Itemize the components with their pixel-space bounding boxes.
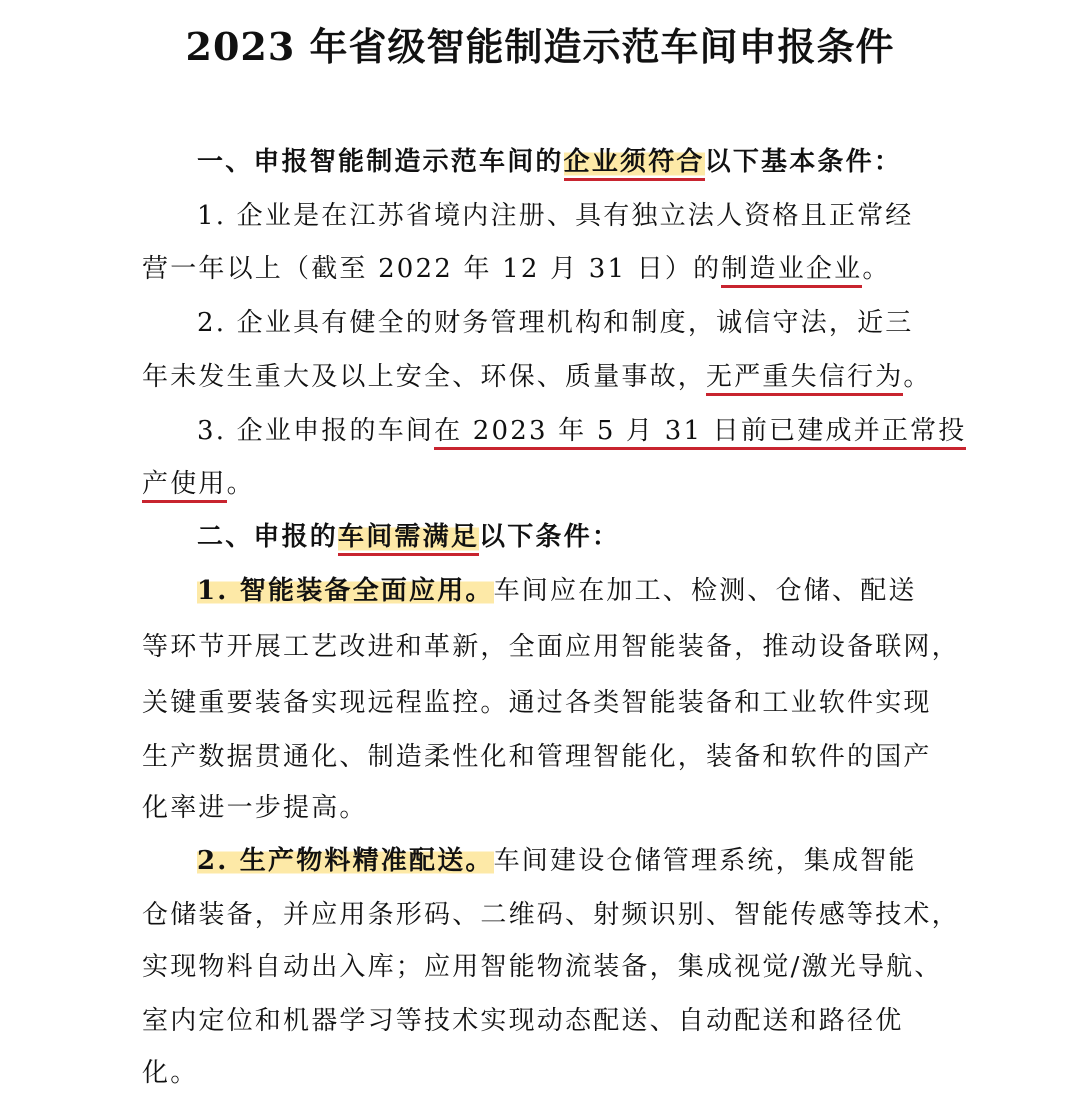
- section2-heading-mark: 车间需满足: [338, 522, 479, 556]
- section1-item3-line1: [197, 411, 967, 451]
- section1-heading-mark: 企业须符合: [564, 147, 705, 181]
- section2-heading-post: 以下条件：: [479, 522, 621, 552]
- section1-item3-mark-cont: 产使用: [142, 469, 227, 503]
- section1-heading-pre: 一、申报智能制造示范车间的: [197, 147, 564, 177]
- section2-item1-label: 1. 智能装备全面应用。: [197, 576, 494, 606]
- section1-item3-line2-post: 。: [226, 469, 255, 499]
- section1-item3-line1-pre: 3. 企业申报的车间: [197, 416, 435, 446]
- section2-item1-line1: [197, 571, 942, 611]
- section2-item1-line3: 关键重要装备实现远程监控。通过各类智能装备和工业软件实现: [142, 688, 932, 718]
- section2-item1-text1: 车间应在加工、检测、仓储、配送: [493, 576, 917, 606]
- section2-heading-pre: 二、申报的: [197, 522, 339, 552]
- section2-item1-line5: 化率进一步提高。: [142, 793, 368, 823]
- section2-heading: [197, 517, 942, 557]
- section1-item3-line2: [142, 464, 942, 504]
- section2-item2-line2: 仓储装备，并应用条形码、二维码、射频识别、智能传感等技术，: [142, 900, 960, 930]
- section2-item2-text1: 车间建设仓储管理系统，集成智能: [493, 846, 917, 876]
- section2-item2-line4: 室内定位和机器学习等技术实现动态配送、自动配送和路径优: [142, 1006, 904, 1036]
- section1-item2-line1: 2. 企业具有健全的财务管理机构和制度，诚信守法，近三: [197, 308, 914, 338]
- section2-item2-line3: 实现物料自动出入库；应用智能物流装备，集成视觉/激光导航、: [142, 952, 943, 982]
- section2-item2-line1: [197, 841, 942, 881]
- section1-item1-mark: 制造业企业: [721, 254, 862, 288]
- section1-heading: [197, 142, 942, 182]
- section1-item1-line2-post: 。: [862, 254, 891, 284]
- section1-item3-mark: 在 2023 年 5 月 31 日前已建成并正常投: [434, 416, 966, 450]
- section1-item2-line2: [142, 357, 942, 397]
- section2-item2-label: 2. 生产物料精准配送。: [197, 846, 494, 876]
- section2-item1-line2: 等环节开展工艺改进和革新，全面应用智能装备，推动设备联网，: [142, 632, 960, 662]
- section1-heading-post: 以下基本条件：: [704, 147, 903, 177]
- section1-item2-line2-pre: 年未发生重大及以上安全、环保、质量事故，: [142, 362, 707, 392]
- section1-item1-line2-pre: 营一年以上（截至 2022 年 12 月 31 日）的: [142, 254, 722, 284]
- section2-item2-line5: 化。: [142, 1058, 199, 1088]
- section1-item1-line2: [142, 249, 942, 289]
- section2-item1-line4: 生产数据贯通化、制造柔性化和管理智能化，装备和软件的国产: [142, 742, 932, 772]
- section1-item1-line1: 1. 企业是在江苏省境内注册、具有独立法人资格且正常经: [197, 201, 914, 231]
- section1-item2-line2-post: 。: [903, 362, 932, 392]
- section1-item2-mark: 无严重失信行为: [706, 362, 903, 396]
- document-title: 2023 年省级智能制造示范车间申报条件: [185, 24, 895, 69]
